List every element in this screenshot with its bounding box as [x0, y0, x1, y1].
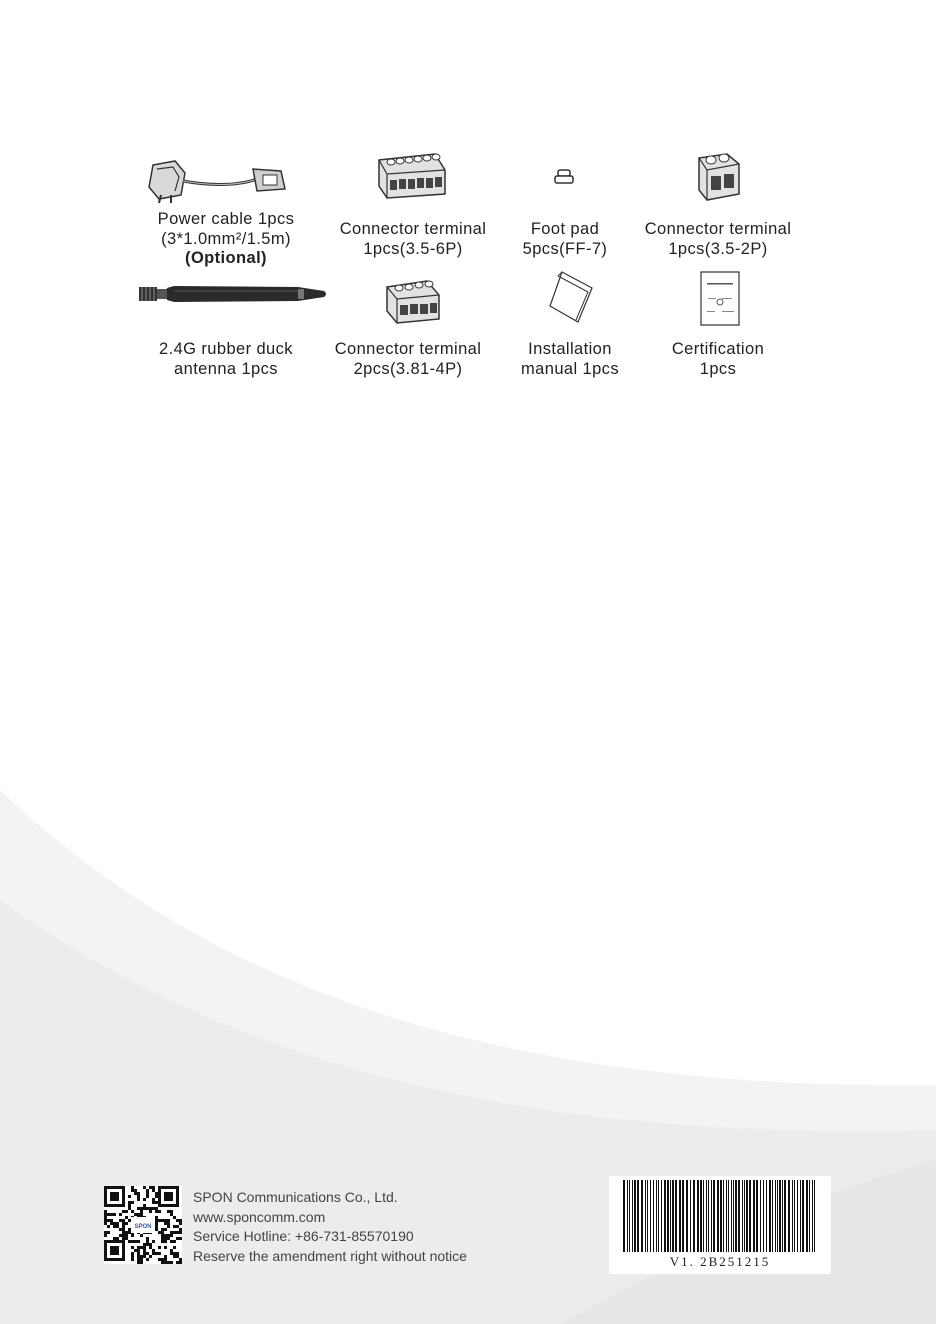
power-cable-name: Power cable 1pcs [157, 210, 295, 228]
certification-icon [700, 271, 740, 326]
connector-2p-name: Connector terminal [644, 220, 792, 238]
connector-terminal-6p-icon [375, 150, 450, 202]
foot-pad-spec: 5pcs(FF-7) [522, 239, 608, 258]
barcode-bars [621, 1180, 819, 1254]
connector-2p-spec: 1pcs(3.5-2P) [668, 239, 768, 258]
power-cable-spec: (3*1.0mm²/1.5m) [161, 229, 291, 248]
foot-pad-name: Foot pad [530, 220, 600, 238]
certification-name: Certification [671, 340, 765, 358]
installation-manual-label [490, 340, 650, 379]
installation-manual-icon [548, 270, 596, 326]
antenna-spec: antenna 1pcs [174, 359, 278, 378]
certification-label [638, 340, 798, 379]
qr-logo: SPON [134, 1224, 152, 1230]
power-cable-optional: (Optional) [185, 249, 267, 267]
connector-6p-name: Connector terminal [339, 220, 487, 238]
foot-pad-icon [553, 168, 575, 186]
power-cable-icon [145, 155, 295, 207]
company-name: SPON Communications Co., Ltd. [193, 1189, 398, 1205]
installation-manual-spec: manual 1pcs [521, 359, 619, 378]
connector-terminal-2p-icon [693, 150, 745, 205]
connector-4p-label [308, 340, 508, 379]
website-link[interactable]: www.sponcomm.com [193, 1208, 326, 1225]
antenna-label [126, 340, 326, 379]
connector-terminal-4p-icon [383, 277, 443, 327]
certification-spec: 1pcs [699, 359, 737, 378]
connector-4p-name: Connector terminal [334, 340, 482, 358]
connector-6p-spec: 1pcs(3.5-6P) [363, 239, 463, 258]
installation-manual-name: Installation [528, 340, 612, 358]
barcode-number: V1. 2B251215 [669, 1254, 771, 1269]
antenna-name: 2.4G rubber duck [159, 340, 293, 358]
power-cable-label [126, 210, 326, 269]
connector-2p-label [618, 220, 818, 259]
qr-code-icon[interactable] [104, 1186, 182, 1264]
connector-6p-label [313, 220, 513, 259]
amendment-notice: Reserve the amendment right without notice [193, 1247, 467, 1264]
antenna-icon [138, 283, 330, 305]
footer-contact [193, 1188, 467, 1266]
barcode [609, 1176, 831, 1274]
service-hotline: Service Hotline: +86-731-85570190 [193, 1228, 414, 1244]
connector-4p-spec: 2pcs(3.81-4P) [353, 359, 463, 378]
